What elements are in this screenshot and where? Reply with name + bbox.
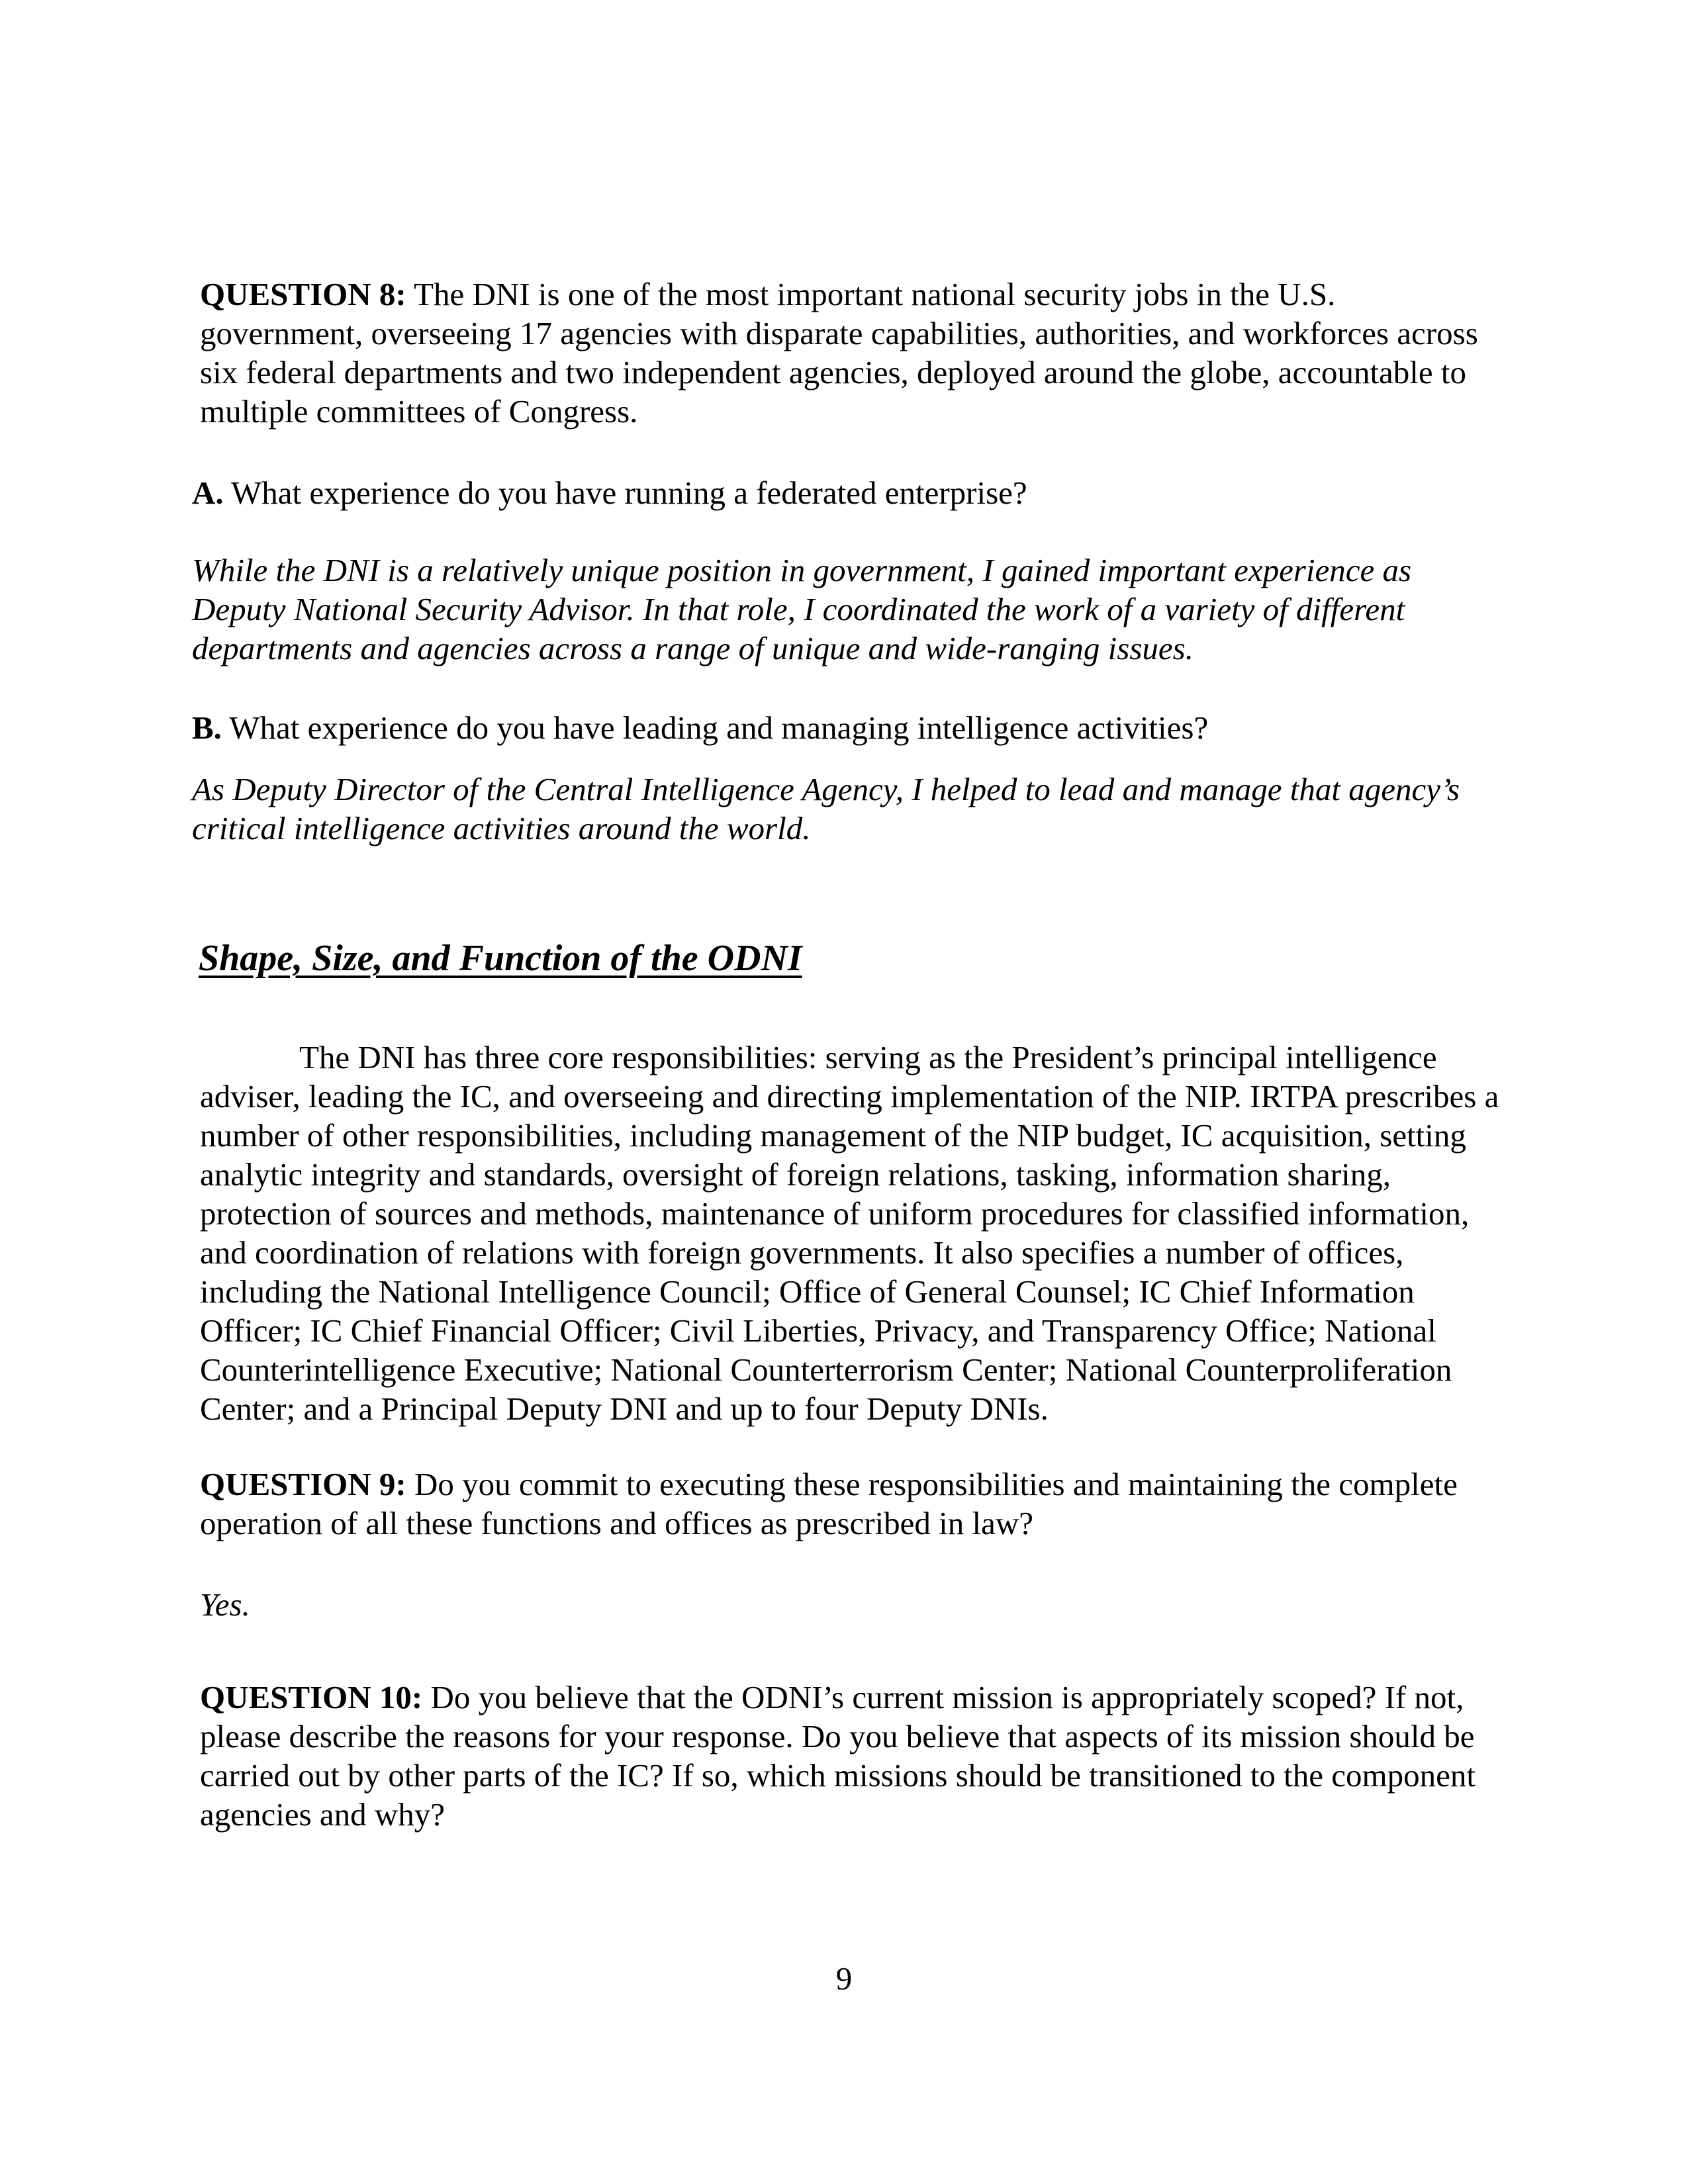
page-number: 9 xyxy=(835,1960,853,1997)
answer-8b: As Deputy Director of the Central Intelligence Agency, I helped to lead and manage that agency’s critical intelligence activities around the world. xyxy=(192,771,1460,846)
question-9-label: QUESTION 9: xyxy=(200,1466,406,1502)
question-8b-label: B. xyxy=(192,709,222,746)
section-heading: Shape, Size, and Function of the ODNI xyxy=(199,938,802,979)
question-8 xyxy=(200,275,1497,431)
answer-9: Yes. xyxy=(200,1586,250,1623)
question-8b xyxy=(192,708,1503,747)
question-9 xyxy=(200,1465,1497,1543)
answer-8a: While the DNI is a relatively unique position in government, I gained important experience as Deputy National Security Advisor. In that role, I coordinated the work of a variety of different departments and agencies across a range of unique and wide-ranging issues. xyxy=(192,552,1412,666)
question-10-label: QUESTION 10: xyxy=(200,1679,423,1715)
section-paragraph: The DNI has three core responsibilities: serving as the President’s principal intelligence adviser, leading the IC, and overseeing and directing implementation of the NIP. IRTPA prescribes a number of other responsibilities, including management of the NIP budget, IC acquisition, setting analytic integrity and standards, oversight of foreign relations, tasking, information sharing, protection of sources and methods, maintenance of uniform procedures for classified information, and coordination of relations with foreign governments. It also specifies a number of offices, including the National Intelligence Council; Office of General Counsel; IC Chief Information Officer; IC Chief Financial Officer; Civil Liberties, Privacy, and Transparency Office; National Counterintelligence Executive; National Counterterrorism Center; National Counterproliferation Center; and a Principal Deputy DNI and up to four Deputy DNIs. xyxy=(200,1039,1499,1427)
question-8-label: QUESTION 8: xyxy=(200,276,406,312)
question-10-text: Do you believe that the ODNI’s current mission is appropriately scoped? If not, please describe the reasons for your response. Do you believe that aspects of its mission should be carried out by other parts of the IC? If so, which missions should be transitioned to the component agencies and why? xyxy=(200,1679,1476,1833)
question-8a-label: A. xyxy=(192,475,224,511)
question-8a-text: What experience do you have running a federated enterprise? xyxy=(223,475,1027,511)
question-8a xyxy=(192,473,1503,512)
question-8-text: The DNI is one of the most important national security jobs in the U.S. government, overseeing 17 agencies with disparate capabilities, authorities, and workforces across six federal departments and two independent agencies, deployed around the globe, accountable to multiple committees of Congress. xyxy=(200,276,1478,430)
question-9-text: Do you commit to executing these responsibilities and maintaining the complete operation of all these functions and offices as prescribed in law? xyxy=(200,1466,1458,1541)
question-10 xyxy=(200,1678,1497,1834)
question-8b-text: What experience do you have leading and managing intelligence activities? xyxy=(221,709,1209,746)
